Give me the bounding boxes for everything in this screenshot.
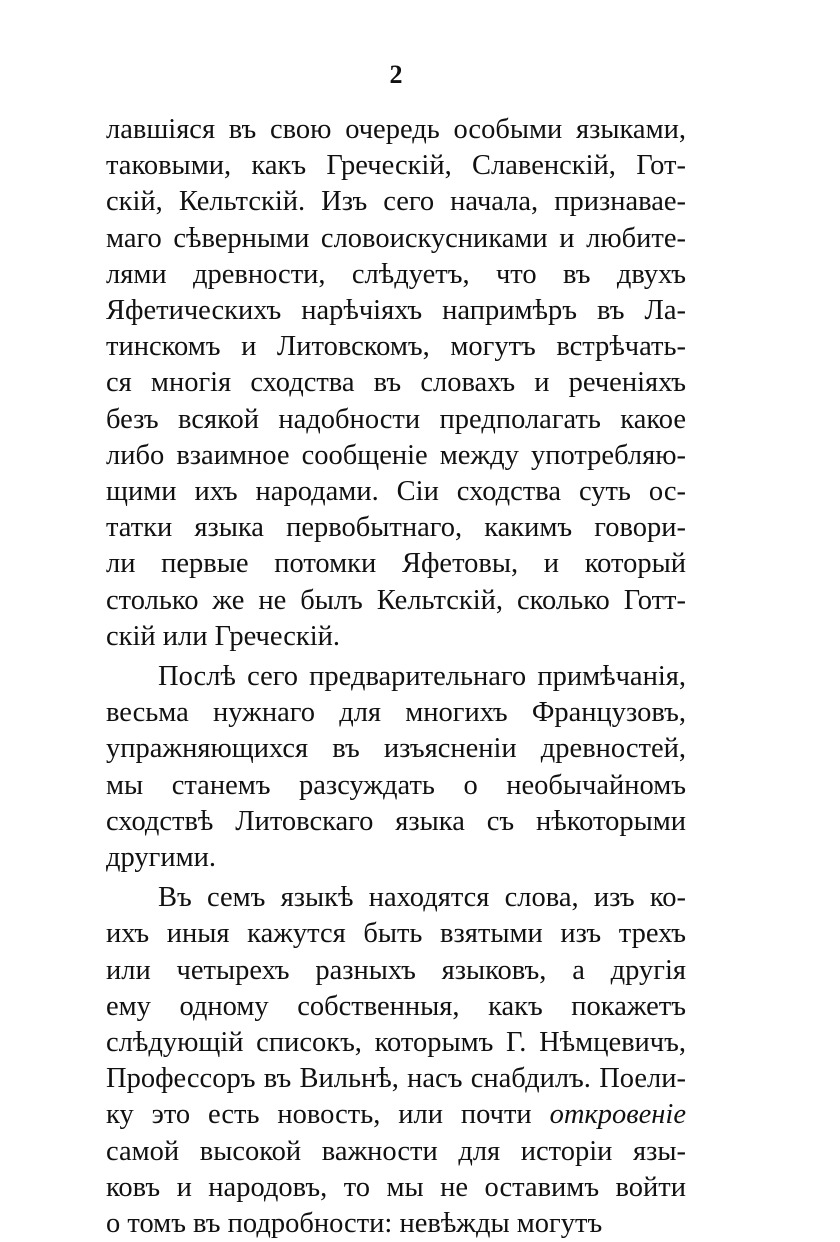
text-line: таковыми, какъ Греческій, Славенскій, Гот- [106, 150, 686, 182]
text-line: о томъ въ подробности: невѣжды могутъ [106, 1208, 603, 1240]
text-line: Профессоръ въ Вильнѣ, насъ снабдилъ. Поели- [106, 1063, 686, 1095]
text-line: упражняющихся въ изъясненіи древностей, [106, 733, 686, 765]
text-line: лями древности, слѣдуетъ, что въ двухъ [106, 258, 686, 290]
text-line: ему одному собственныя, какъ покажетъ [106, 990, 686, 1022]
text-line: Въ семъ языкѣ находятся слова, изъ ко- [158, 882, 686, 914]
body-text [106, 112, 686, 1242]
page-number: 2 [389, 60, 403, 89]
text-line: щими ихъ народами. Сіи сходства суть ос- [106, 476, 686, 508]
text-line: ихъ иныя кажутся быть взятыми изъ трехъ [106, 918, 686, 950]
text-line: либо взаимное сообщеніе между употребляю- [106, 439, 686, 471]
paragraph [106, 659, 686, 876]
text-line: ковъ и народовъ, то мы не оставимъ войти [106, 1171, 686, 1203]
text-line: ли первые потомки Яфетовы, и который [106, 548, 686, 580]
text-line: тинскомъ и Литовскомъ, могутъ встрѣчать- [106, 331, 686, 363]
text-line: сходствѣ Литовскаго языка съ нѣкоторыми [106, 805, 686, 837]
text-line: слѣдующій списокъ, которымъ Г. Нѣмцевичъ, [106, 1027, 686, 1059]
text-line: безъ всякой надобности предполагать какое [106, 403, 686, 435]
text-line: весьма нужнаго для многихъ Французовъ, [106, 697, 686, 729]
text-line: скій, Кельтскій. Изъ сего начала, признавае- [106, 186, 686, 218]
italic-word: откровеніе [549, 1099, 686, 1131]
text-line: ся многія сходства въ словахъ и реченіяхъ [106, 367, 686, 399]
text-line: самой высокой важности для исторіи язы- [106, 1135, 686, 1167]
paragraph [106, 112, 686, 655]
text-line: татки языка первобытнаго, какимъ говори- [106, 512, 686, 544]
text-line: другими. [106, 842, 216, 874]
text-line: Яфетическихъ нарѣчіяхъ напримѣръ въ Ла- [106, 295, 686, 327]
text-line: Послѣ сего предварительнаго примѣчанія, [158, 661, 686, 693]
text-line: или четырехъ разныхъ языковъ, а другія [106, 954, 686, 986]
text-line: лавшіяся въ свою очередь особыми языками, [106, 114, 686, 145]
paragraph [106, 880, 686, 1242]
text-segment: ку это есть новость, или почти [106, 1099, 550, 1131]
text-line: мы станемъ разсуждать о необычайномъ [106, 769, 686, 801]
text-line: маго сѣверными словоискусниками и любите- [106, 222, 686, 254]
text-line [106, 1097, 686, 1133]
text-line: скій или Греческій. [106, 620, 340, 652]
text-line: столько же не былъ Кельтскій, сколько Готт- [106, 584, 686, 616]
document-page [106, 62, 686, 1242]
